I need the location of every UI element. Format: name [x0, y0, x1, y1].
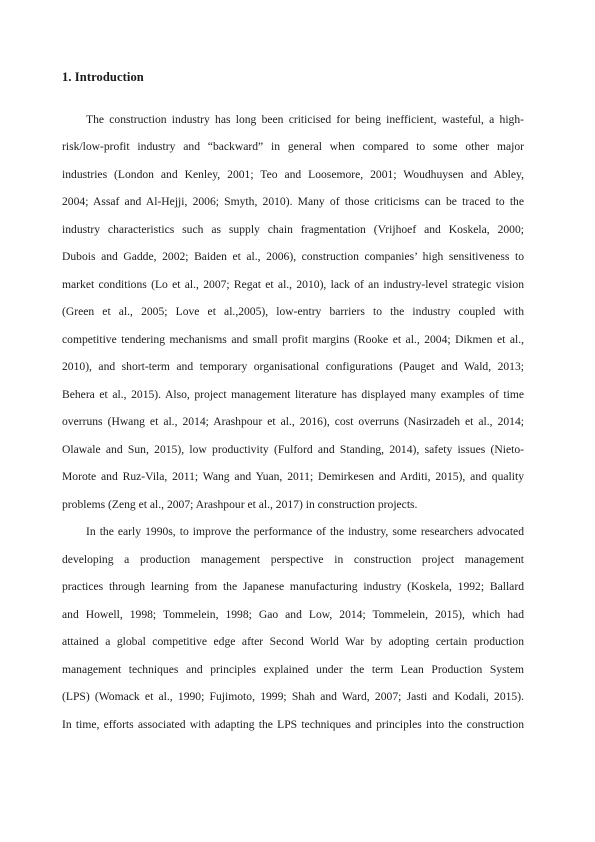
paragraph-2-line-1: In the early 1990s, to improve the performance of the industry, some researchers advocated	[86, 525, 524, 538]
paragraph-1-line-15: problems (Zeng et al., 2007; Arashpour et al., 2017) in construction projects.	[62, 498, 418, 511]
paragraph-1-line-6: Dubois and Gadde, 2002; Baiden et al., 2006), construction companies’ high sensitiveness to	[62, 250, 524, 263]
paragraph-1-line-13: Olawale and Sun, 2015), low productivity (Fulford and Standing, 2014), safety issues (Nieto-	[62, 443, 524, 456]
paragraph-2-line-4: and Howell, 1998; Tommelein, 1998; Gao and Low, 2014; Tommelein, 2015), which had	[62, 608, 524, 621]
paragraph-2-line-2: developing a production management perspective in construction project management	[62, 553, 524, 566]
section-heading: 1. Introduction	[62, 70, 144, 84]
paragraph-2-line-5: attained a global competitive edge after Second World War by adopting certain production	[62, 635, 524, 648]
paragraph-1-line-1: The construction industry has long been criticised for being inefficient, wasteful, a high-	[86, 113, 524, 126]
paragraph-2-line-3: practices through learning from the Japanese manufacturing industry (Koskela, 1992; Ballard	[62, 580, 524, 593]
paragraph-1-line-2: risk/low-profit industry and “backward” in general when compared to some other major	[62, 140, 524, 153]
paragraph-1-line-10: 2010), and short-term and temporary organisational configurations (Pauget and Wald, 2013;	[62, 360, 524, 373]
paragraph-1-line-9: competitive tendering mechanisms and small profit margins (Rooke et al., 2004; Dikmen et al.,	[62, 333, 524, 346]
paragraph-1-line-3: industries (London and Kenley, 2001; Teo and Loosemore, 2001; Woudhuysen and Abley,	[62, 168, 524, 181]
paragraph-1-line-7: market conditions (Lo et al., 2007; Regat et al., 2010), lack of an industry-level strategic vision	[62, 278, 524, 291]
paragraph-1-line-12: overruns (Hwang et al., 2014; Arashpour et al., 2016), cost overruns (Nasirzadeh et al., 2014;	[62, 415, 524, 428]
paragraph-1-line-5: industry characteristics such as supply chain fragmentation (Vrijhoef and Koskela, 2000;	[62, 223, 524, 236]
paragraph-1-line-14: Morote and Ruz-Vila, 2011; Wang and Yuan, 2011; Demirkesen and Arditi, 2015), and quality	[62, 470, 524, 483]
paragraph-1-line-11: Behera et al., 2015). Also, project management literature has displayed many examples of time	[62, 388, 524, 401]
paragraph-2-line-6: management techniques and principles explained under the term Lean Production System	[62, 663, 524, 676]
paragraph-1-line-4: 2004; Assaf and Al-Hejji, 2006; Smyth, 2010). Many of those criticisms can be traced to the	[62, 195, 524, 208]
paragraph-2-line-7: (LPS) (Womack et al., 1990; Fujimoto, 1999; Shah and Ward, 2007; Jasti and Kodali, 2015).	[62, 690, 524, 703]
paragraph-1-line-8: (Green et al., 2005; Love et al.,2005), low-entry barriers to the industry coupled with	[62, 305, 524, 318]
paragraph-2-line-8: In time, efforts associated with adapting the LPS techniques and principles into the construction	[62, 718, 524, 731]
